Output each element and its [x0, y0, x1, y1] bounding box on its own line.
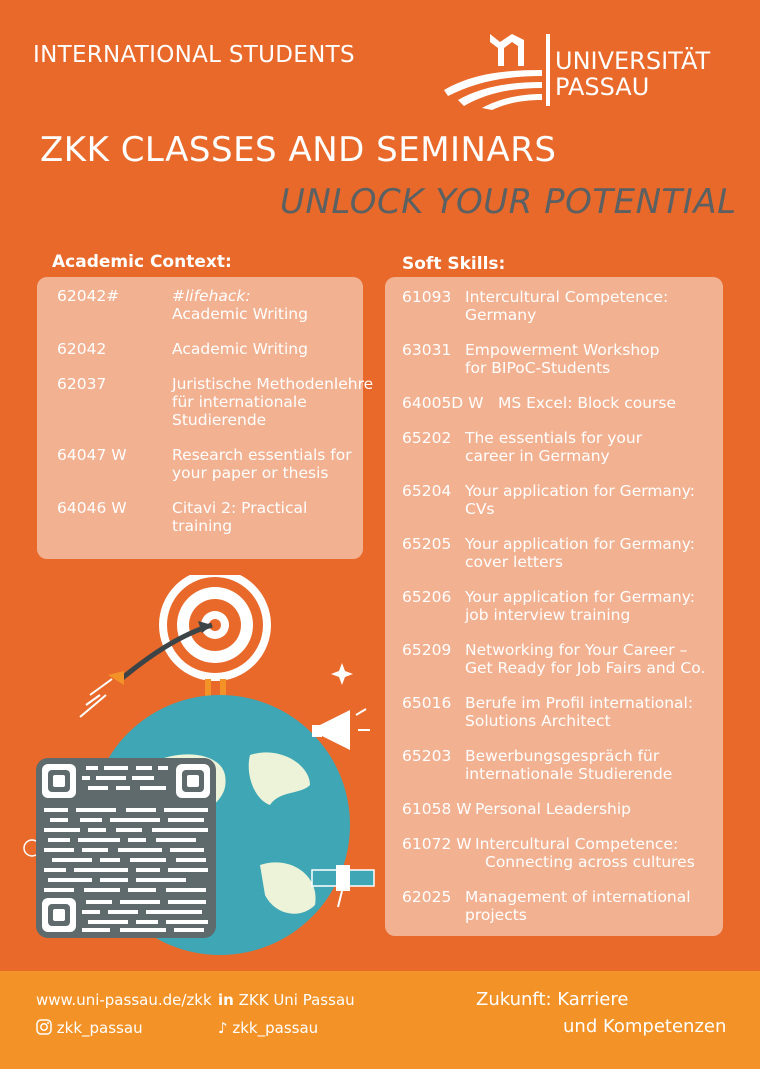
page-subtitle: UNLOCK YOUR POTENTIAL [280, 182, 737, 222]
course-code: 65204 [402, 482, 452, 500]
course-item [402, 888, 722, 924]
course-item [402, 482, 722, 518]
course-code: 65205 [402, 535, 452, 553]
course-name-line: Your application for Germany: [465, 535, 696, 553]
linkedin-link[interactable] [218, 991, 355, 1009]
course-code: 62025 [402, 888, 452, 906]
course-item [402, 694, 722, 730]
course-name-line: Academic Writing [172, 340, 308, 358]
course-name-line: job interview training [465, 606, 631, 624]
website-link[interactable]: www.uni-passau.de/zkk [36, 991, 212, 1009]
course-name-line: Solutions Architect [465, 712, 611, 730]
course-name-line: Citavi 2: Practical [172, 499, 308, 517]
course-item [402, 394, 722, 412]
sparkle-icon [331, 663, 353, 685]
tagline-line1: Zukunft: Karriere [476, 989, 629, 1010]
tiktok-label: zkk_passau [232, 1019, 319, 1037]
course-item [402, 341, 722, 377]
course-code: 65206 [402, 588, 452, 606]
linkedin-icon: in [218, 991, 234, 1009]
course-code: 62042 [57, 340, 107, 358]
course-item [402, 535, 722, 571]
course-code: 63031 [402, 341, 452, 359]
course-item [57, 340, 357, 358]
tiktok-link[interactable] [218, 1019, 318, 1037]
course-name-line: cover letters [465, 553, 563, 571]
course-name-line: Your application for Germany: [465, 588, 696, 606]
tiktok-icon: ♪ [218, 1019, 228, 1037]
course-item [402, 288, 722, 324]
course-item [402, 641, 722, 677]
course-name-line: training [172, 517, 233, 535]
course-code: 65209 [402, 641, 452, 659]
course-name-line: Get Ready for Job Fairs and Co. [465, 659, 706, 677]
course-name-line: Connecting across cultures [485, 853, 695, 871]
course-code: 65016 [402, 694, 452, 712]
course-item [402, 747, 722, 783]
kicker: INTERNATIONAL STUDENTS [33, 42, 355, 68]
course-name-line: for BIPoC-Students [465, 359, 611, 377]
course-name-line: Academic Writing [172, 305, 308, 323]
course-name-line: für internationale [172, 393, 307, 411]
course-name-line: Your application for Germany: [465, 482, 696, 500]
course-code: 61072 W [402, 835, 472, 853]
course-name-line: Research essentials for [172, 446, 352, 464]
course-item [402, 429, 722, 465]
course-name-line: projects [465, 906, 527, 924]
course-name-line: Bewerbungsgespräch für [465, 747, 660, 765]
course-name-line: Berufe im Profil international: [465, 694, 694, 712]
tagline-line2: und Kompetenzen [563, 1016, 727, 1037]
instagram-icon [36, 1019, 52, 1035]
academic-panel [37, 277, 374, 559]
academic-heading: Academic Context: [52, 252, 232, 272]
course-name-line: The essentials for your [465, 429, 643, 447]
course-name-line: Juristische Methodenlehre [172, 375, 374, 393]
logo-text-line1: UNIVERSITÄT [555, 47, 711, 75]
course-code: 61093 [402, 288, 452, 306]
soft-skills-panel [385, 277, 723, 936]
course-name-line: Intercultural Competence: [465, 288, 669, 306]
course-name-line: CVs [465, 500, 495, 518]
course-name-line: Studierende [172, 411, 267, 429]
course-item [402, 800, 722, 818]
course-code: 65202 [402, 429, 452, 447]
course-item [402, 588, 722, 624]
course-name-line: Management of international [465, 888, 691, 906]
course-code: 64046 W [57, 499, 127, 517]
page-title: ZKK CLASSES AND SEMINARS [40, 130, 557, 170]
course-item [57, 446, 357, 482]
course-item [57, 375, 374, 429]
university-logo [442, 30, 732, 110]
course-name-line: Personal Leadership [475, 800, 632, 818]
course-item [402, 835, 722, 871]
course-name-line: Intercultural Competence: [475, 835, 679, 853]
linkedin-label: ZKK Uni Passau [238, 991, 355, 1009]
course-code: 65203 [402, 747, 452, 765]
instagram-label: zkk_passau [56, 1019, 143, 1037]
course-name-line: MS Excel: Block course [498, 394, 677, 412]
soft-skills-heading: Soft Skills: [402, 254, 506, 274]
course-code: 61058 W [402, 800, 472, 818]
instagram-link[interactable] [36, 1019, 143, 1037]
course-name-line: #lifehack: [172, 287, 251, 305]
qr-code-icon [36, 758, 216, 938]
footer [0, 971, 760, 1069]
course-item [57, 499, 357, 535]
course-name-line: your paper or thesis [172, 464, 329, 482]
course-code: 62042# [57, 287, 120, 305]
course-code: 64047 W [57, 446, 127, 464]
qr-code[interactable] [36, 758, 216, 938]
course-code: 64005D W [402, 394, 484, 412]
logo-text-line2: PASSAU [555, 73, 650, 101]
university-logo-icon [442, 30, 552, 110]
course-code: 62037 [57, 375, 107, 393]
course-name-line: career in Germany [465, 447, 610, 465]
course-name-line: Networking for Your Career – [465, 641, 688, 659]
course-item [57, 287, 357, 323]
course-name-line: internationale Studierende [465, 765, 673, 783]
course-name-line: Germany [465, 306, 537, 324]
course-name-line: Empowerment Workshop [465, 341, 660, 359]
